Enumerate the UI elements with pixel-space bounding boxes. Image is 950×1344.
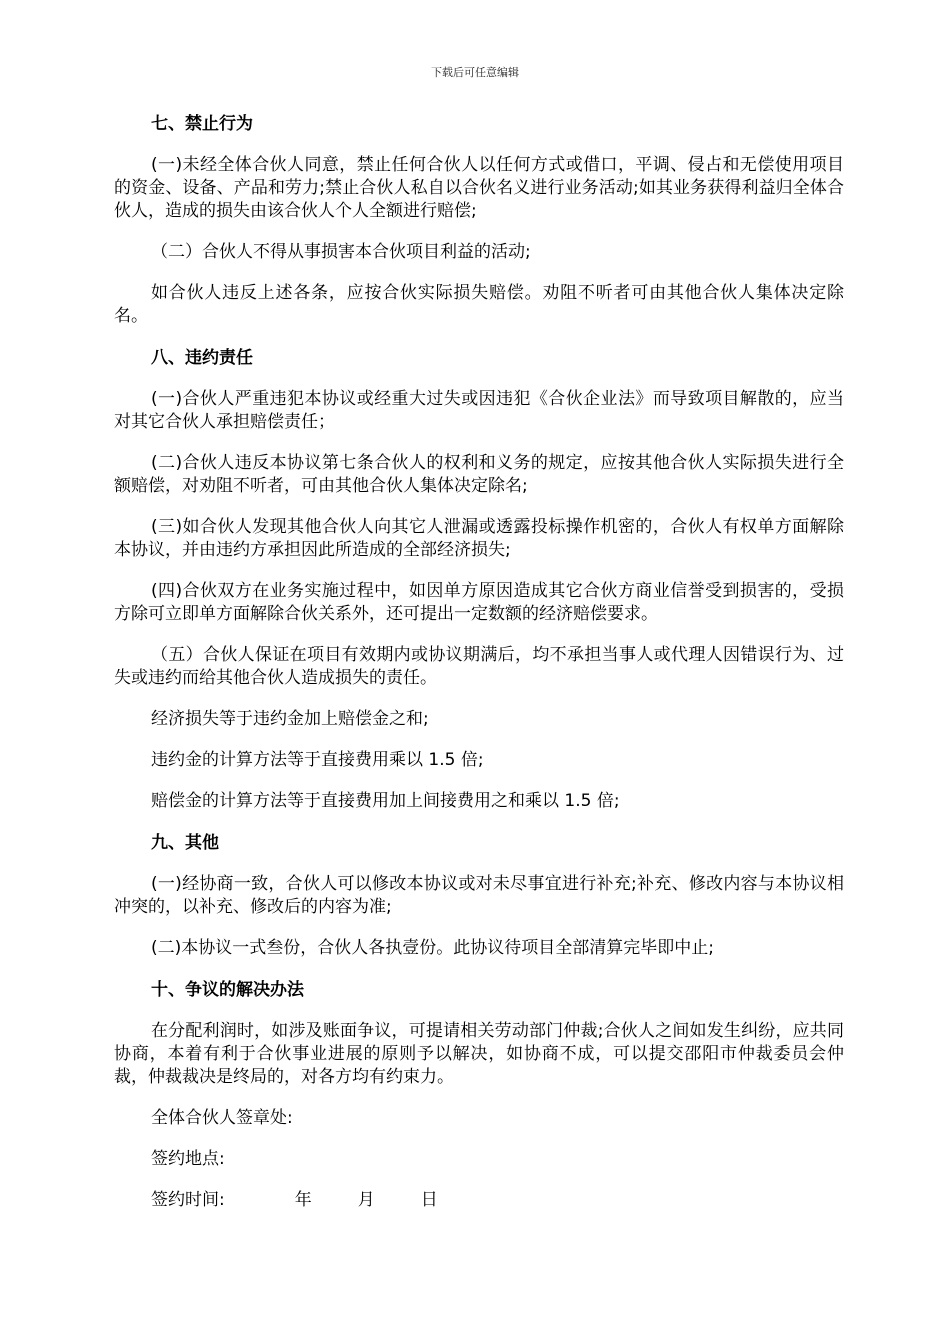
section-8-paragraph-4: (四)合伙双方在业务实施过程中，如因单方原因造成其它合伙方商业信誉受到损害的，受损方除可立即单方面解除合伙关系外，还可提出一定数额的经济赔偿要求。 [114,581,844,624]
section-8-paragraph-5: （五）合伙人保证在项目有效期内或协议期满后，均不承担当事人或代理人因错误行为、过失或违约而给其他合伙人造成损失的责任。 [114,645,844,688]
page-header-note: 下载后可任意编辑 [431,66,519,79]
day-label: 日 [420,1190,438,1210]
section-7-paragraph-3: 如合伙人违反上述各条，应按合伙实际损失赔偿。劝阻不听者可由其他合伙人集体决定除名。 [114,283,844,326]
section-7-title: 七、禁止行为 [151,114,253,134]
document-body [114,112,844,1230]
section-10-paragraph-1: 在分配利润时，如涉及账面争议，可提请相关劳动部门仲裁;合伙人之间如发生纠纷，应共同协商，本着有利于合伙事业进展的原则予以解决，如协商不成，可以提交邵阳市仲裁委员会仲裁，仲裁裁决是终局的，对各方均有约束力。 [114,1021,844,1087]
section-9-paragraph-1: (一)经协商一致，合伙人可以修改本协议或对未尽事宜进行补充;补充、修改内容与本协议相冲突的，以补充、修改后的内容为准; [114,874,844,917]
place-line [114,1148,844,1171]
section-10-title: 十、争议的解决办法 [151,980,304,1000]
section-9-title: 九、其他 [151,833,219,853]
section-9-paragraph-2: (二)本协议一式叁份，合伙人各执壹份。此协议待项目全部清算完毕即中止; [151,938,714,958]
section-8-paragraph-2: (二)合伙人违反本协议第七条合伙人的权利和义务的规定，应按其他合伙人实际损失进行全额赔偿，对劝阻不听者，可由其他合伙人集体决定除名; [114,453,844,496]
year-label: 年 [294,1190,312,1210]
section-8-paragraph-3: (三)如合伙人发现其他合伙人向其它人泄漏或透露投标操作机密的，合伙人有权单方面解除本协议，并由违约方承担因此所造成的全部经济损失; [114,517,844,560]
time-line [114,1189,844,1212]
section-8-paragraph-6: 经济损失等于违约金加上赔偿金之和; [151,709,429,729]
month-label: 月 [357,1190,375,1210]
section-7-paragraph-2: （二）合伙人不得从事损害本合伙项目利益的活动; [151,242,531,262]
section-8-paragraph-1: (一)合伙人严重违犯本协议或经重大过失或因违犯《合伙企业法》而导致项目解散的，应当对其它合伙人承担赔偿责任； [114,389,844,432]
time-label: 签约时间: [151,1190,225,1210]
section-8-paragraph-8: 赔偿金的计算方法等于直接费用加上间接费用之和乘以 1.5 倍; [151,791,620,811]
section-7-paragraph-1: (一)未经全体合伙人同意，禁止任何合伙人以任何方式或借口，平调、侵占和无偿使用项目的资金、设备、产品和劳力;禁止合伙人私自以合伙名义进行业务活动;如其业务获得利益归全体合伙人，造成的损失由该合伙人个人全额进行赔偿; [114,155,844,221]
place-label: 签约地点: [151,1149,225,1169]
signers-line [114,1107,844,1130]
section-8-paragraph-7: 违约金的计算方法等于直接费用乘以 1.5 倍; [151,750,484,770]
signers-label: 全体合伙人签章处: [151,1108,293,1128]
section-8-title: 八、违约责任 [151,348,253,368]
